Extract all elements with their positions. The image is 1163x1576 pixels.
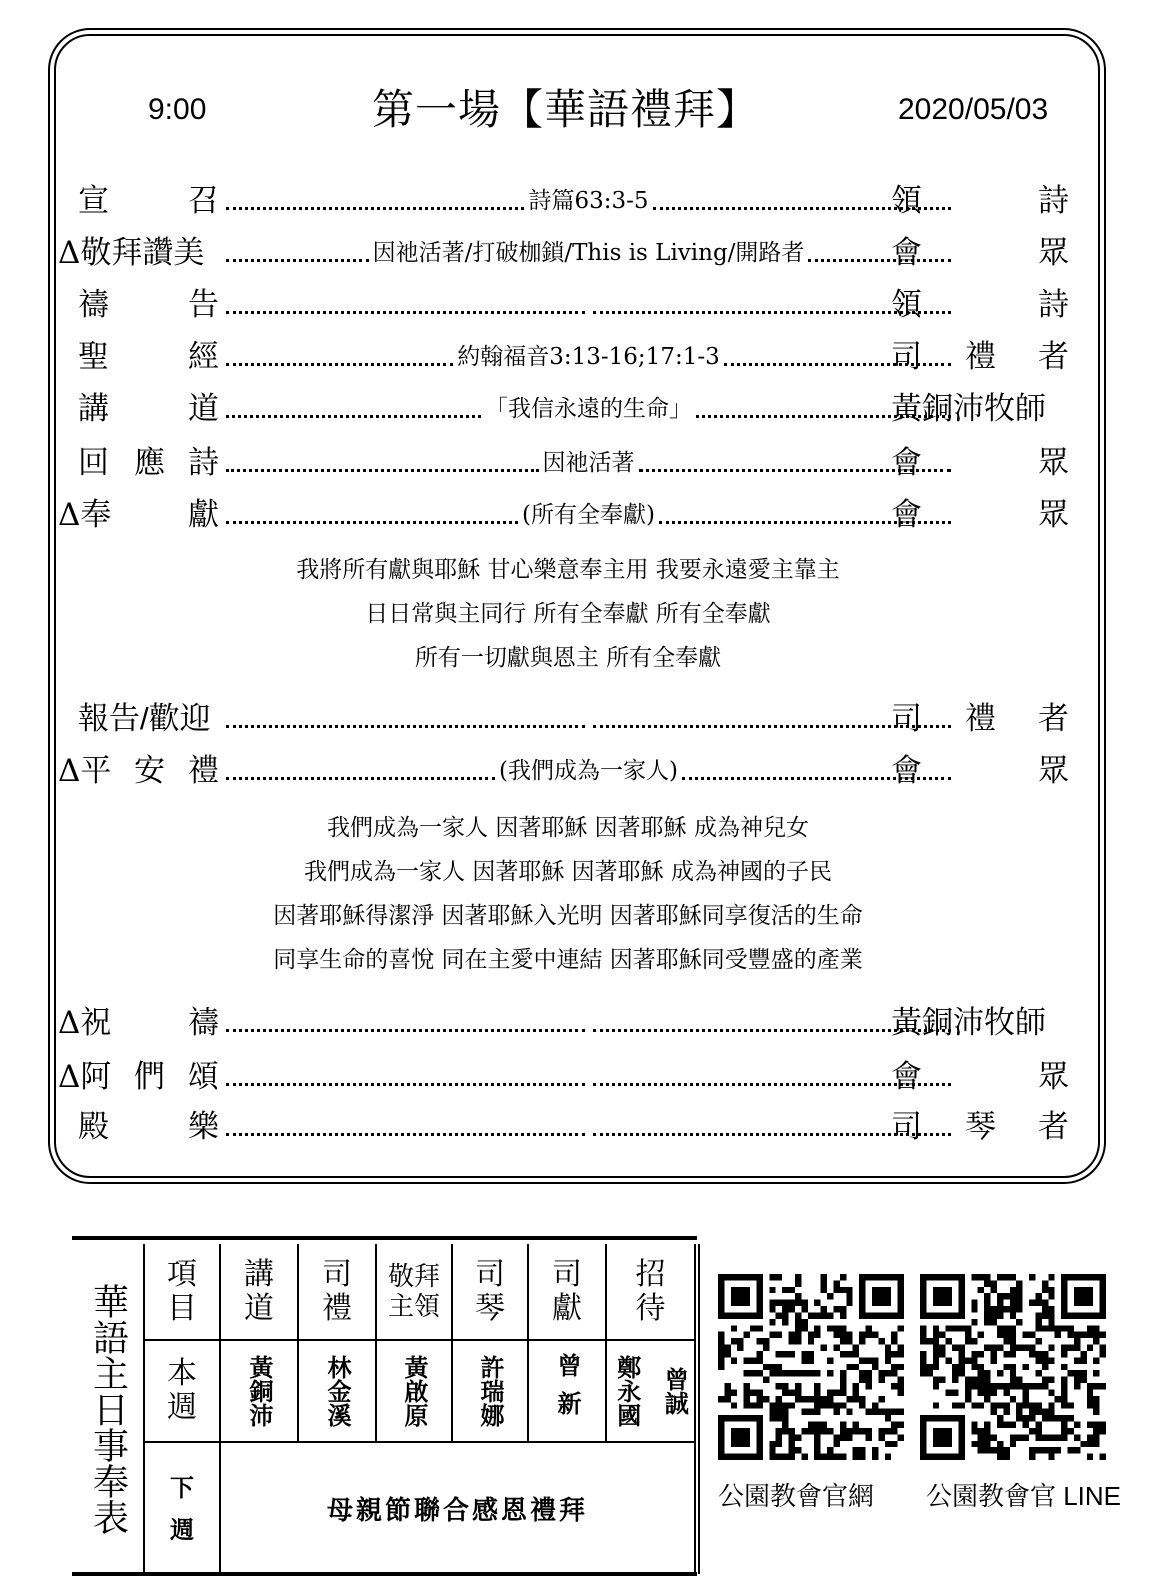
order-person-char: 司	[891, 1109, 922, 1145]
header-preaching: 講道	[220, 1244, 298, 1340]
lyric-line: 所有一切獻與恩主 所有全奉獻	[414, 645, 722, 671]
order-row	[60, 492, 1076, 538]
order-row	[60, 178, 1076, 224]
order-person	[891, 1000, 1076, 1046]
order-person-char: 會	[891, 235, 922, 271]
duty-schedule-table	[72, 1244, 700, 1575]
lyric-line: 我們成為一家人 因著耶穌 因著耶穌 成為神兒女	[327, 815, 809, 841]
order-person-char: 者	[1038, 1109, 1069, 1145]
order-row	[60, 230, 1076, 276]
order-content: 因祂活著/打破枷鎖/This is Living/開路者	[372, 240, 805, 266]
this-week-preacher: 黃銅沛	[220, 1340, 298, 1442]
order-item	[60, 440, 226, 486]
order-item-char: 禱	[188, 1005, 219, 1041]
service-title: 第一場【華語禮拜】	[372, 85, 760, 134]
order-person	[891, 178, 1076, 224]
order-row	[60, 334, 1076, 380]
header-worship-leader: 敬拜主領	[376, 1244, 452, 1340]
header-pianist: 司琴	[452, 1244, 528, 1340]
next-week-event: 母親節聯合感恩禮拜	[220, 1442, 697, 1574]
website-qr-code[interactable]	[718, 1274, 904, 1460]
line-qr-code[interactable]	[920, 1274, 1106, 1460]
order-row	[60, 748, 1076, 794]
order-item-char: 告	[188, 287, 219, 323]
order-person-char: 領	[891, 183, 922, 219]
order-person-char: 禮	[965, 701, 996, 737]
order-person	[891, 440, 1076, 486]
order-item-char: 道	[188, 391, 219, 427]
order-item-char: 頌	[188, 1059, 219, 1095]
order-person-char: 會	[891, 497, 922, 533]
order-person-char: 者	[1038, 339, 1069, 375]
order-row	[60, 386, 1076, 432]
next-week-label: 下週	[144, 1442, 220, 1574]
order-person-char: 眾	[1038, 753, 1069, 789]
order-item	[60, 748, 226, 794]
order-row	[60, 696, 1076, 742]
order-person-char: 詩	[1038, 287, 1069, 323]
schedule-top-rule	[72, 1236, 697, 1240]
order-person-char: 詩	[1038, 183, 1069, 219]
order-item	[60, 696, 226, 742]
order-item	[60, 492, 226, 538]
order-person-char: 會	[891, 753, 922, 789]
lyric-line: 我們成為一家人 因著耶穌 因著耶穌 成為神國的子民	[304, 859, 832, 885]
peace-lyrics	[60, 806, 1076, 982]
order-person-char: 者	[1038, 701, 1069, 737]
order-person	[891, 1104, 1076, 1150]
order-person-char: 司	[891, 701, 922, 737]
order-person-char: 琴	[965, 1109, 996, 1145]
order-item-char: Δ奉	[58, 497, 112, 533]
lyric-line: 因著耶穌得潔淨 因著耶穌入光明 因著耶穌同享復活的生命	[273, 903, 863, 929]
order-item	[60, 386, 226, 432]
order-content: 「我信永遠的生命」	[485, 396, 692, 422]
order-person	[891, 386, 1076, 432]
order-person	[891, 748, 1076, 794]
line-qr-caption: 公園教會官 LINE	[926, 1481, 1122, 1511]
order-item	[60, 1104, 226, 1150]
order-item-char: 講	[78, 391, 109, 427]
order-item-char: 殿	[78, 1109, 109, 1145]
order-item	[60, 282, 226, 328]
this-week-offering: 曾新	[528, 1340, 606, 1442]
order-item-char: 報告/歡迎	[78, 701, 211, 736]
order-person-char: 黃銅沛牧師	[891, 391, 1046, 427]
order-person-char: 司	[891, 339, 922, 375]
order-item-char: 回	[78, 445, 109, 481]
order-item-char: 安	[134, 753, 165, 789]
website-qr-caption: 公園教會官網	[718, 1481, 875, 1511]
order-person	[891, 334, 1076, 380]
header-offering: 司獻	[528, 1244, 606, 1340]
order-item-char: 經	[188, 339, 219, 375]
order-person-char: 會	[891, 445, 922, 481]
this-week-pianist: 許瑞娜	[452, 1340, 528, 1442]
order-item-char: Δ阿	[58, 1059, 112, 1095]
order-item-char: Δ平	[58, 753, 112, 789]
header-ushers: 招待	[606, 1244, 697, 1340]
header-liturgist: 司禮	[298, 1244, 376, 1340]
order-item	[60, 1054, 226, 1100]
order-item-char: 獻	[188, 497, 219, 533]
order-content: 詩篇63:3-5	[528, 188, 649, 214]
order-content: (所有全奉獻)	[522, 502, 655, 528]
order-row	[60, 1104, 1076, 1150]
order-item	[60, 178, 226, 224]
order-item-char: 們	[134, 1059, 165, 1095]
this-week-liturgist: 林金溪	[298, 1340, 376, 1442]
order-item-char: Δ祝	[58, 1005, 112, 1041]
order-item-char: Δ敬拜讚美	[58, 235, 205, 271]
order-content: (我們成為一家人)	[499, 758, 678, 784]
order-item-char: 詩	[188, 445, 219, 481]
offering-lyrics	[60, 548, 1076, 680]
order-row	[60, 1000, 1076, 1046]
order-row	[60, 440, 1076, 486]
order-person-char: 領	[891, 287, 922, 323]
order-item-char: 宣	[78, 183, 109, 219]
order-item-char: 聖	[78, 339, 109, 375]
service-time: 9:00	[148, 93, 207, 126]
order-person	[891, 696, 1076, 742]
schedule-side-title: 華語主日事奉表	[72, 1244, 144, 1574]
order-item	[60, 230, 226, 276]
this-week-ushers: 鄭永國 曾誠	[606, 1340, 697, 1442]
order-person	[891, 492, 1076, 538]
schedule-bottom-rule	[72, 1572, 697, 1576]
order-person	[891, 230, 1076, 276]
order-item-char: 禮	[188, 753, 219, 789]
order-person-char: 會	[891, 1059, 922, 1095]
order-item	[60, 1000, 226, 1046]
order-person-char: 眾	[1038, 235, 1069, 271]
order-row	[60, 1054, 1076, 1100]
order-person-char: 黃銅沛牧師	[891, 1005, 1046, 1041]
order-content: 約翰福音3:13-16;17:1-3	[457, 344, 720, 370]
this-week-worship-leader: 黃啟原	[376, 1340, 452, 1442]
order-item	[60, 334, 226, 380]
service-date: 2020/05/03	[898, 93, 1049, 126]
order-person-char: 眾	[1038, 1059, 1069, 1095]
order-person-char: 眾	[1038, 445, 1069, 481]
lyric-line: 我將所有獻與耶穌 甘心樂意奉主用 我要永遠愛主靠主	[296, 557, 840, 583]
order-row	[60, 282, 1076, 328]
order-person-char: 眾	[1038, 497, 1069, 533]
lyric-line: 日日常與主同行 所有全奉獻 所有全奉獻	[365, 601, 771, 627]
header-item: 項目	[144, 1244, 220, 1340]
this-week-label: 本週	[144, 1340, 220, 1442]
order-item-char: 禱	[78, 287, 109, 323]
order-item-char: 召	[188, 183, 219, 219]
order-item-char: 應	[134, 445, 165, 481]
lyric-line: 同享生命的喜悅 同在主愛中連結 因著耶穌同受豐盛的產業	[273, 947, 863, 973]
order-person	[891, 1054, 1076, 1100]
order-person	[891, 282, 1076, 328]
order-person-char: 禮	[965, 339, 996, 375]
order-content: 因祂活著	[542, 450, 635, 476]
order-item-char: 樂	[188, 1109, 219, 1145]
